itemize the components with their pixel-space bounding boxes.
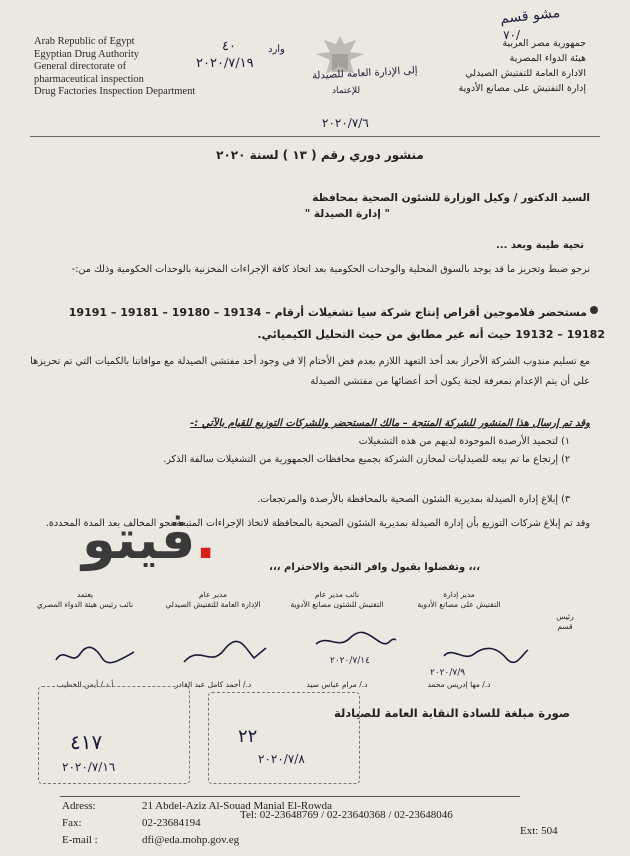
- batch-line1: مستحضر فلاموجين أقراص إنتاج شركة سيا تشغيلات أرقام – 19134 – 19180 – 19181 – 19191: [68, 306, 587, 319]
- header-en-line: Arab Republic of Egypt: [34, 36, 135, 47]
- dept-handwritten-note: إلى الإدارة العامة للصيدلة: [311, 65, 418, 82]
- incoming-number: ٤٠: [222, 39, 236, 54]
- dept-handwritten-note2: للإعتماد: [332, 86, 361, 96]
- list-item: ١) لتجميد الأرصدة الموجودة لديهم من هذه التشغيلات: [358, 436, 570, 447]
- copy-notice: صورة مبلغة للسادة النقابة العامة للصيادلة: [333, 706, 570, 720]
- batch-line2: 19182 – 19132 حيث أنه غير مطابق من حيث التحليل الكيميائي.: [257, 328, 605, 341]
- header-en-line: pharmaceutical inspection: [34, 73, 144, 85]
- email-label: E-mail :: [62, 834, 98, 846]
- registry-stamp-middle: [208, 692, 360, 784]
- signatory-name: د./ مها إدريس محمد: [427, 680, 491, 689]
- email-link[interactable]: dfi@eda.mohp.gov.eg: [142, 834, 240, 846]
- greeting: تحية طيبة وبعد ...: [496, 240, 584, 251]
- list-item: ٢) إرتجاع ما تم بيعه للصيدليات لمخازن الشركة بجميع محافظات الجمهورية من التشغيلات سالفة الذكر.: [163, 454, 570, 465]
- signatory-title: نائب مدير عام التفتيش للشئون مصانع الأدوية: [290, 590, 384, 609]
- signatory-title: مدير إدارة التفتيش على مصانع الأدوية: [417, 590, 501, 609]
- signatory-title: رئيس قسم: [556, 612, 574, 631]
- header-en-line: General directorate of: [34, 61, 127, 72]
- list-item: وقد تم إبلاغ شركات التوزيع بأن إدارة الصيدلة بمديرية الشئون الصحية بالمحافظة لاتخاذ الإجراءات المتبعة نحو المخالف بعد المدة المحددة.: [45, 518, 590, 529]
- header-ar-line: هيئة الدواء المصرية: [509, 53, 586, 64]
- fax-label: Fax:: [62, 817, 82, 829]
- signatory-title: يعتمد نائب رئيس هيئة الدواء المصري: [36, 590, 134, 609]
- watermark-text: ڤيتو: [82, 508, 196, 571]
- address-label: Adress:: [62, 800, 96, 812]
- batch-block: [30, 302, 605, 346]
- stamp-number: ٢٢: [238, 726, 258, 747]
- dept-handwritten-date: ٢٠٢٠/٧/٦: [322, 116, 369, 130]
- signature-scribble-icon: [50, 640, 140, 670]
- signature-scribble-icon: [180, 640, 270, 670]
- stamp-number: ٤١٧: [70, 730, 103, 754]
- vetogate-watermark: [82, 508, 216, 571]
- header-divider: [30, 136, 600, 137]
- footer-divider: [60, 796, 520, 797]
- signature-scribble-icon: [440, 640, 530, 670]
- top-handwritten-number: ٧٠/: [503, 28, 520, 42]
- header-en-line: Drug Factories Inspection Department: [34, 86, 196, 97]
- header-en-line: Egyptian Drug Authority: [34, 48, 139, 60]
- header-ar-line: الادارة العامة للتفتيش الصيدلي: [465, 68, 586, 79]
- signatory-name: أ.د./ أيمن الخطيب: [56, 680, 114, 689]
- extension-value: Ext: 504: [520, 825, 558, 837]
- top-handwritten-note: مشو قسم: [499, 4, 561, 28]
- signature-scribble-icon: [310, 626, 400, 656]
- closing-line: ،،، وتفضلوا بقبول وافر التحية والاحترام ،،،: [269, 562, 480, 573]
- footer-contact: [62, 798, 582, 849]
- signature-date: ٢٠٢٠/٧/١٤: [330, 656, 370, 666]
- addressee-line2: " إدارة الصيدلة ": [304, 208, 390, 220]
- stamp-date: ٢٠٢٠/٧/١٦: [62, 760, 116, 774]
- incoming-date: ٢٠٢٠/٧/١٩: [196, 56, 254, 71]
- signatory-title: مدير عام الإدارة العامة للتفتيش الصيدلي: [165, 590, 261, 609]
- intro-paragraph: نرجو ضبط وتحريز ما قد يوجد بالسوق المحلية والوحدات الحكومية بعد اتخاذ كافة الإجراءات المخزنية بالوحدات الحكومية وذلك من:-: [71, 264, 590, 275]
- addressee-line1: السيد الدكتور / وكيل الوزارة للشئون الصحية بمحافظة: [312, 192, 590, 204]
- address-value: 21 Abdel-Aziz Al-Souad Manial El-Rowda: [142, 800, 333, 812]
- incoming-handwritten: [196, 38, 254, 72]
- header-ar-line: جمهورية مصر العربية: [502, 38, 586, 49]
- circular-title: منشور دوري رقم ( ١٣ ) لسنة ٢٠٢٠: [216, 148, 424, 162]
- header-arabic: [396, 36, 586, 96]
- tel-value: Tel: 02-23648769 / 02-23640368 / 02-23648046: [240, 809, 453, 821]
- incoming-label: وارد: [268, 44, 285, 55]
- signatory-name: د./ أحمد كامل عبد القادر: [174, 680, 252, 689]
- list-item: ٣) إبلاغ إدارة الصيدلة بمديرية الشئون الصحية بالمحافظة بالأرصدة والمرتجعات.: [257, 494, 570, 505]
- paragraph-two: مع تسليم مندوب الشركة الأحراز بعد أخذ التعهد اللازم بعدم فض الأختام إلا في وجود أحد مفتشي الصيدلة مع موافاتنا بالكميات التي تم تحريزها علي أن يتم الإعدام بمعرفة لجنة يكون أحد أعضائها من مفتشي الصيدلة: [30, 356, 590, 387]
- signature-date: ٢٠٢٠/٧/٩: [430, 668, 466, 678]
- stamp-date: ٢٠٢٠/٧/٨: [258, 752, 305, 766]
- section-heading: وقد تم إرسال هذا المنشور للشركة المنتجة – مالك المستحضر وللشركات التوزيع للقيام بالآتي :-: [190, 418, 590, 429]
- header-ar-line: إدارة التفتيش على مصانع الأدوية: [458, 83, 586, 94]
- fax-value: 02-23684194: [142, 817, 201, 829]
- watermark-dot: .: [195, 508, 216, 571]
- signatory-name: د./ مرام عباس سيد: [306, 680, 368, 689]
